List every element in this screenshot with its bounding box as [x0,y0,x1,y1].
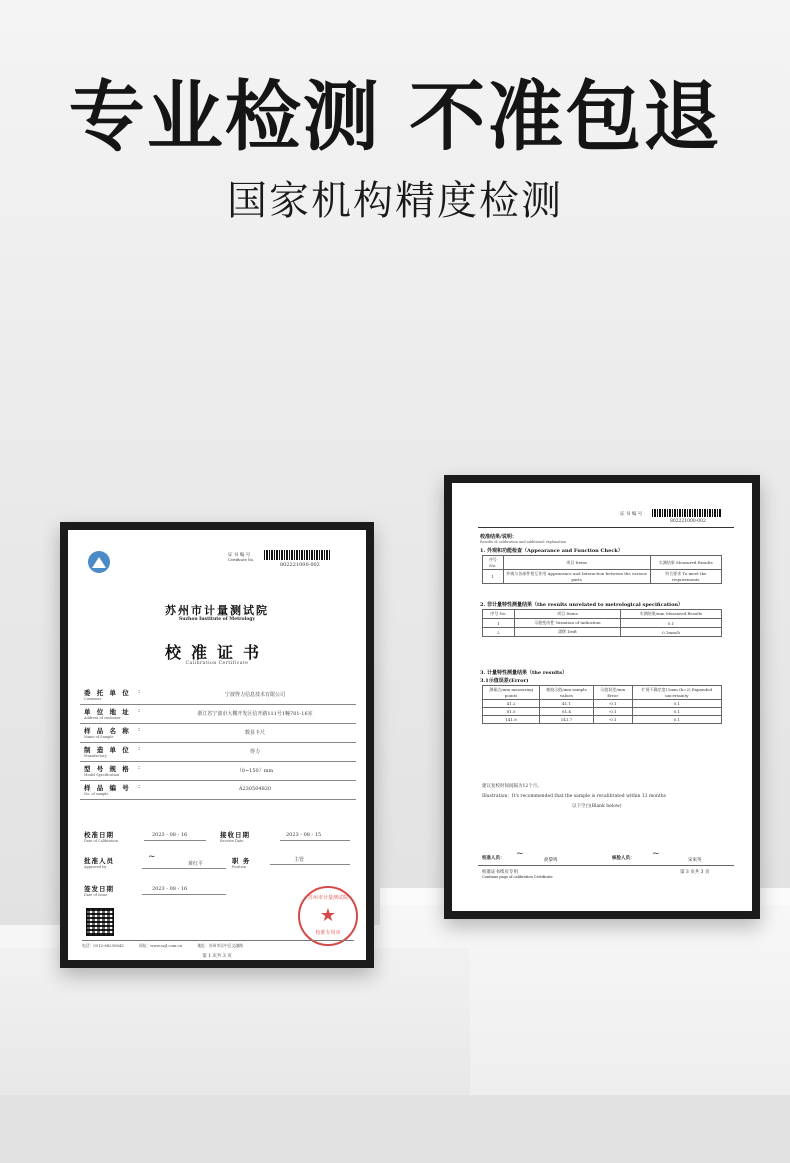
page-number: 第 3 页共 3 页 [680,870,710,875]
table-row [483,570,722,584]
footer-phone: 电话：0512-68230843 [82,943,124,948]
issue-date-label: 签发日期 [84,885,114,893]
row-label: 委 托 单 位 [84,689,131,697]
colon: : [138,726,141,733]
row-label: 单 位 地 址 [84,708,131,716]
t2-head-items: 项目 Items [514,610,620,619]
underline [142,868,226,869]
certificate-front-frame [60,522,374,968]
certificate-title: 校准证书 [164,643,269,662]
t3-cell: -0.1 [593,700,632,708]
info-row [80,783,356,800]
row-value: 浙江省宁波市大榭开发区信开路111号1幢701-16室 [197,711,313,717]
checked-signature: ~ [652,849,660,859]
receive-date: 2023 - 08 - 15 [286,832,322,838]
t1-cell: 外观与各部件相互作用 Appearance and Interaction between the various parts [503,570,650,584]
row-label: 样 品 编 号 [84,784,131,792]
t1-cell: 1 [483,570,504,584]
subheadline: 国家机构精度检测 [227,178,563,224]
t3-cell: -0.1 [593,708,632,716]
page-number: 第 1 页共 3 页 [202,954,232,959]
headline: 专业检测 不准包退 [68,72,722,161]
receive-date-label-en: Receive Date [220,839,244,843]
row-value: 宁波得力信息技术有限公司 [224,692,285,698]
approver-label: 批准人员 [84,857,114,865]
approver-signature: ~ [148,852,156,862]
institute-name-en: Suzhou Institute of Metrology [178,617,256,622]
position-label: 职 务 [232,857,251,865]
issue-date: 2023 - 08 - 16 [152,886,188,892]
receive-date-label: 接收日期 [220,831,250,839]
star-icon: ★ [319,905,337,926]
row-label: 样 品 名 称 [84,727,131,735]
t3-cell: 41.2 [483,700,540,708]
footer-web: 网址：www.szjl.com.cn [138,943,183,948]
t3-cell: 81.5 [483,708,540,716]
row-label-en: Address of customer [84,716,121,720]
t2-cell: 2 [483,628,515,637]
dates-row [84,830,356,850]
official-stamp [298,886,358,946]
row-value: 得力 [249,749,260,755]
cert-no: 802221000-002 [280,562,320,568]
barcode [264,550,330,560]
institute-logo [88,551,110,573]
certificate-footer [82,940,354,949]
t3-cell: 0.1 [632,700,721,708]
info-rows [80,688,356,802]
t3-head: 被校示值/mm sample values [540,686,594,700]
underline [144,840,206,841]
floor-shadow [0,1095,790,1163]
t2-cell: 0.1mm/h [621,628,722,637]
results-intro-en: Results of calibration and additional explanation [480,540,567,544]
underline [142,894,226,895]
t2-cell: 0.1 [621,619,722,628]
cert-no-label-en: Certificate No. [228,558,255,562]
underline [280,840,350,841]
calibration-date: 2023 - 08 - 16 [152,832,188,838]
approver-label-en: Approved by [84,865,107,869]
row-value: 数显卡尺 [244,730,265,736]
row-label-en: Model Specification [84,773,120,777]
t2-head-no: 序号 No. [483,610,515,619]
info-row [80,688,356,705]
colon: : [138,783,141,790]
cert-no-label: 证 书 编 号 [228,553,251,558]
table-row [483,716,722,724]
t2-cell: 示值变动性 Variation of indication [514,619,620,628]
underline [270,864,350,865]
row-label: 制 造 单 位 [84,746,131,754]
section-1-title: 1. 外观和功能检查（Appearance and Function Check） [480,548,623,554]
results-intro: 校准结果/说明： [480,534,517,540]
position-value: 主管 [294,857,305,863]
approver-name: 黄红平 [188,861,204,867]
table-row [483,700,722,708]
colon: : [138,707,141,714]
t1-head-items: 项目 Items [503,556,650,570]
t1-head-result: 实测结果 Measured Results [650,556,721,570]
table-non-metrological [482,609,722,637]
colon: : [138,745,141,752]
t3-cell: 141.7 [540,716,594,724]
checked-by-name: 宋束英 [688,858,702,863]
info-row [80,745,356,762]
table-row [483,628,722,637]
certificate-back-page [452,483,752,911]
table-appearance [482,555,722,584]
t3-head: 示值误差/mm Error [593,686,632,700]
row-label: 型 号 规 格 [84,765,131,773]
row-label-en: No. of sample [84,792,109,796]
qr-code-icon [86,908,114,936]
barcode [652,509,722,517]
continue-page-label: 校准证书续页专用 [482,870,518,875]
approver-row [84,854,356,878]
t3-cell: 81.4 [540,708,594,716]
section-3-sub: 3.1示值误差(Error) [480,678,529,684]
t3-head: 扩展不确定度U/mm (k=2) Expanded uncertainty [632,686,721,700]
table-row [483,708,722,716]
recal-note: 建议复校时间间隔为12个月。 [482,784,542,789]
footer-address: 地址：苏州市吴中区文融路 [197,943,243,948]
signature-rule [478,865,734,866]
t2-cell: 1 [483,619,515,628]
calibration-date-label: 校准日期 [84,831,114,839]
t1-head-no: 序号 No. [483,556,504,570]
t1-cell: 符合要求 To meet the requirements [650,570,721,584]
calibrated-by-label: 校准人员： [482,856,505,861]
info-row [80,726,356,743]
row-value: A230504820 [238,786,272,792]
row-label-en: Customer [84,697,102,701]
blank-below: 以下空白(Blank below) [572,804,622,809]
t3-cell: 0.1 [632,716,721,724]
calibrated-by-name: 俞黎鸣 [544,858,558,863]
row-value: （0~150）mm [236,768,274,774]
calibration-date-label-en: Date of Calibration [84,839,118,843]
t3-head: 测量点/mm measuring points [483,686,540,700]
t3-cell: 141.8 [483,716,540,724]
t2-head-result: 实测结果/mm Measured Results [621,610,722,619]
colon: : [138,688,141,695]
cert-no-label: 证 书 编 号 [620,512,643,517]
cert-no: 802221000-002 [670,519,706,524]
calibrated-signature: ~ [516,849,524,859]
certificate-front-page [68,530,366,960]
table-error [482,685,722,724]
t3-cell: 41.1 [540,700,594,708]
divider [478,527,734,528]
section-3-title: 3. 计量特性测量结果（the results） [480,670,568,676]
table-row [483,619,722,628]
section-2-title: 2. 非计量特性测量结果（the results unrelated to metrological specification） [480,602,684,608]
colon: : [138,764,141,771]
row-label-en: Name of Sample [84,735,114,739]
t2-cell: 漂移 Drift [514,628,620,637]
stamp-text: 苏州市计量测试院 [307,895,348,901]
row-label-en: Manufactory [84,754,107,758]
checked-by-label: 核验人员： [612,856,635,861]
t3-cell: -0.1 [593,716,632,724]
recal-note-en: Illustration：It's recommended that the sample is recalibrated within 12 months [482,794,666,799]
certificate-back-frame [444,475,760,919]
info-row [80,764,356,781]
position-label-en: Position [232,865,247,869]
certificate-title-en: Calibration Certificate [185,661,249,666]
t3-cell: 0.1 [632,708,721,716]
stamp-bottom-text: 校准专用章 [315,930,341,936]
institute-name: 苏州市计量测试院 [165,604,269,617]
issue-date-label-en: Date of Issue [84,893,108,897]
info-row [80,707,356,724]
continue-page-label-en: Continue page of calibration Certificate [482,875,553,879]
